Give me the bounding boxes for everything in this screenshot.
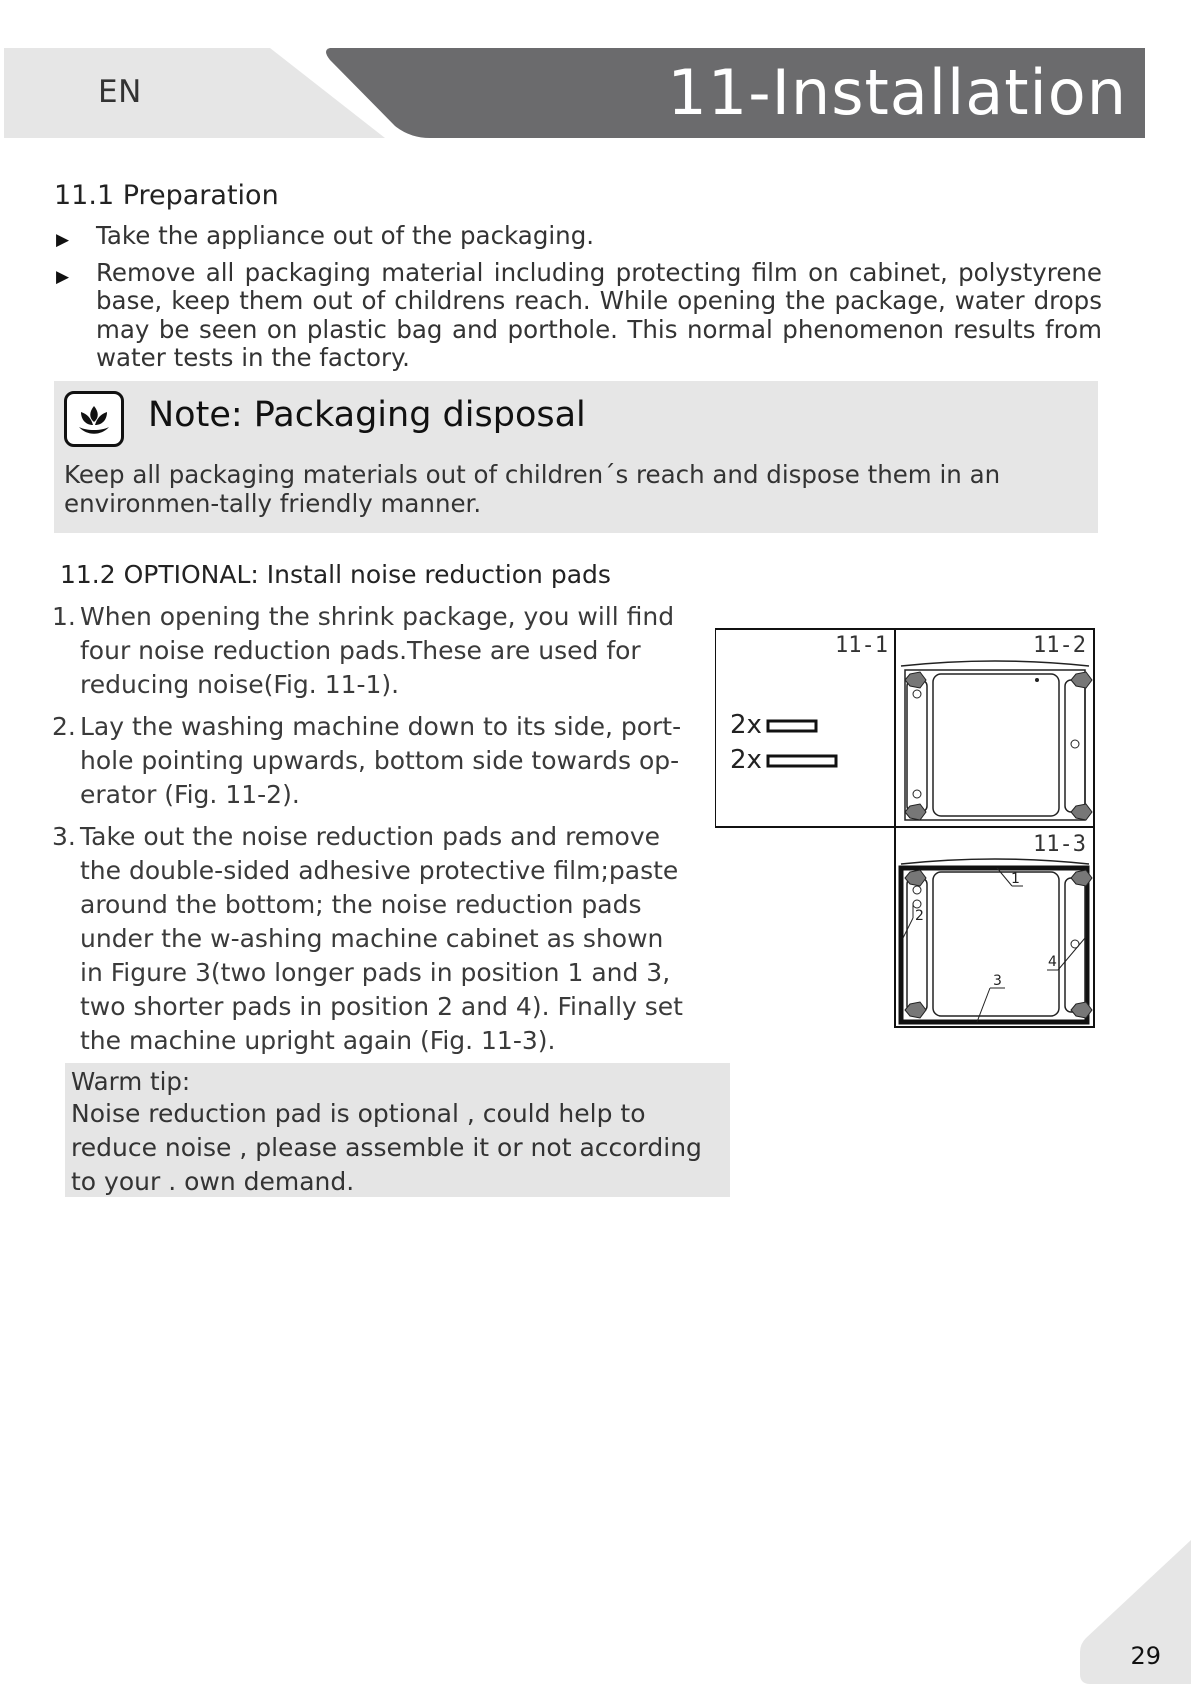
section-preparation-title: 11.1 Preparation bbox=[54, 180, 279, 211]
page-header bbox=[0, 0, 1191, 150]
fig-11-3-label: 11-3 bbox=[1033, 832, 1086, 857]
noise-pad-steps bbox=[52, 600, 692, 1066]
list-item bbox=[52, 222, 1102, 251]
step-number: 1. bbox=[52, 602, 76, 631]
tip-text: Noise reduction pad is optional , could help to reduce noise , please assemble it or not according to your . own demand. bbox=[71, 1099, 702, 1196]
note-packaging-disposal bbox=[54, 381, 1098, 533]
pad-position-label: 3 bbox=[993, 973, 1002, 989]
short-pad-icon bbox=[768, 721, 816, 731]
note-text: Keep all packaging materials out of children´s reach and dispose them in an environmen-tally friendly manner. bbox=[64, 460, 1001, 518]
step-item bbox=[52, 820, 692, 1058]
note-title: Note: Packaging disposal bbox=[148, 395, 586, 435]
list-item bbox=[52, 259, 1102, 373]
step-item bbox=[52, 600, 692, 702]
pad-position-label: 1 bbox=[1011, 871, 1020, 887]
noise-pad-diagram bbox=[715, 628, 1095, 1033]
pad-position-label: 2 bbox=[915, 908, 924, 924]
bullet-arrow-icon: ▶ bbox=[56, 266, 70, 287]
fig-11-3-panel bbox=[895, 827, 1094, 1027]
fig-11-2-label: 11-2 bbox=[1033, 633, 1086, 658]
chapter-title: 11-Installation bbox=[667, 56, 1127, 129]
step-number: 2. bbox=[52, 712, 76, 741]
long-pad-icon bbox=[768, 756, 836, 766]
fig-qty-label: 2x bbox=[730, 745, 762, 775]
pad-position-label: 4 bbox=[1048, 954, 1057, 970]
bullet-text: Take the appliance out of the packaging. bbox=[96, 221, 595, 250]
recycle-flower-icon bbox=[64, 391, 124, 447]
step-text: Lay the washing machine down to its side, port-hole pointing upwards, bottom side towards op-erator (Fig. 11-2). bbox=[80, 712, 682, 809]
installation-figure bbox=[715, 628, 1095, 1037]
fig-11-1-label: 11-1 bbox=[835, 633, 888, 658]
tip-label: Warm tip: bbox=[71, 1067, 191, 1096]
step-number: 3. bbox=[52, 822, 76, 851]
page-number: 29 bbox=[1130, 1642, 1161, 1670]
language-label: EN bbox=[98, 74, 142, 110]
page-corner bbox=[1080, 1540, 1191, 1688]
bullet-text: Remove all packaging material including protecting film on cabinet, polystyrene base, keep them out of childrens reach. While opening the package, water drops may be seen on plastic bag and porthole. This normal phenomenon results from water tests in the factory. bbox=[96, 257, 1102, 372]
step-text: When opening the shrink package, you will find four noise reduction pads.These are used for reducing noise(Fig. 11-1). bbox=[80, 602, 675, 699]
fig-qty-label: 2x bbox=[730, 710, 762, 740]
step-text: Take out the noise reduction pads and remove the double-sided adhesive protective film;paste around the bottom; the noise reduction pads under the w-ashing machine cabinet as shown in Figure 3(two longer pads in position 1 and 3, two shorter pads in position 2 and 4). Finally set the machine upright again (Fig. 11-3). bbox=[80, 822, 683, 1055]
section-noise-pads-title: 11.2 OPTIONAL: Install noise reduction pads bbox=[60, 560, 611, 589]
preparation-list bbox=[52, 222, 1102, 381]
bullet-arrow-icon: ▶ bbox=[56, 230, 70, 250]
step-item bbox=[52, 710, 692, 812]
warm-tip-box bbox=[65, 1063, 730, 1197]
fig-11-2-panel bbox=[895, 629, 1094, 827]
